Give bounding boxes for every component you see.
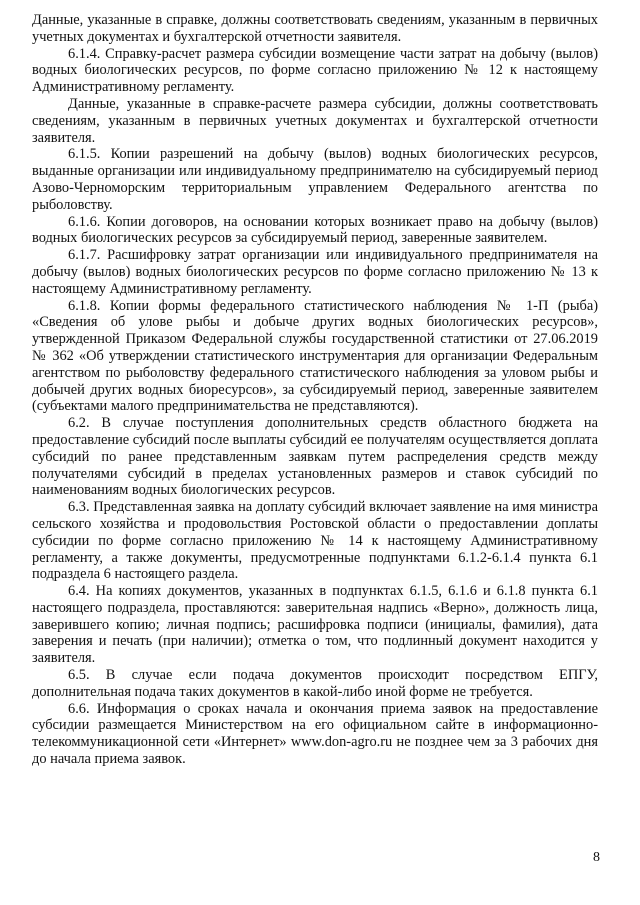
paragraph-6-1-5: 6.1.5. Копии разрешений на добычу (вылов) водных биологических ресурсов, выданные организации или индивидуальному предпринимателю на субсидируемый период Азово-Черноморским территориальным управлением Федерального агентства по рыболовству.: [32, 146, 598, 213]
paragraph-6-1-7: 6.1.7. Расшифровку затрат организации или индивидуального предпринимателя на добычу (вылов) водных биологических ресурсов по форме согласно приложению № 13 к настоящему Административному регламенту.: [32, 247, 598, 297]
paragraph-6-2: 6.2. В случае поступления дополнительных средств областного бюджета на предоставление субсидий после выплаты субсидий ее получателям осуществляется доплата субсидий по ранее представленным заявкам путем распределения средств между получателями субсидий в пределах установленных размеров и ставок субсидий по наименованиям водных биологических ресурсов.: [32, 415, 598, 499]
paragraph-6-1-8: 6.1.8. Копии формы федерального статистического наблюдения № 1-П (рыба) «Сведения об улове рыбы и добыче других водных биологических ресурсов», утвержденной Приказом Федеральной службы государственной статистики от 27.06.2019 № 362 «Об утверждении статистического инструментария для организации Федеральным агентством по рыболовству федерального статистического наблюдения за уловом рыбы и добычей других водных биоресурсов», за субсидируемый период, заверенные заявителем (субъектами малого предпринимательства не представляются).: [32, 297, 598, 415]
paragraph-data-correspondence-1: Данные, указанные в справке, должны соответствовать сведениям, указанным в первичных учетных документах и бухгалтерской отчетности заявителя.: [32, 12, 598, 45]
page-number: 8: [593, 850, 600, 865]
paragraph-6-1-4: 6.1.4. Справку-расчет размера субсидии возмещение части затрат на добычу (вылов) водных биологических ресурсов, по форме согласно приложению № 12 к настоящему Административному регламенту.: [32, 45, 598, 96]
paragraph-6-3: 6.3. Представленная заявка на доплату субсидий включает заявление на имя министра сельского хозяйства и продовольствия Ростовской области о предоставлении доплаты субсидии по форме согласно приложению № 14 к настоящему Административному регламенту, а также документы, предусмотренные подпунктами 6.1.2-6.1.4 пункта 6.1 подраздела 6 настоящего раздела.: [32, 499, 598, 583]
paragraph-6-6: 6.6. Информация о сроках начала и окончания приема заявок на предоставление субсидии размещается Министерством на его официальном сайте в информационно-телекоммуникационной сети «Интернет» www.don-agro.ru не позднее чем за 3 рабочих дня до начала приема заявок.: [32, 700, 598, 768]
paragraph-6-1-6: 6.1.6. Копии договоров, на основании которых возникает право на добычу (вылов) водных биологических ресурсов за субсидируемый период, заверенные заявителем.: [32, 213, 598, 247]
paragraph-6-4: 6.4. На копиях документов, указанных в подпунктах 6.1.5, 6.1.6 и 6.1.8 пункта 6.1 настоящего подраздела, проставляются: заверительная надпись «Верно», должность лица, заверившего копию; личная подпись; расшифровка подписи (инициалы, фамилия), дата заверения и печать (при наличии); отметка о том, что подлинный документ находится у заявителя.: [32, 583, 598, 667]
document-body: [32, 12, 598, 768]
paragraph-6-5: 6.5. В случае если подача документов происходит посредством ЕПГУ, дополнительная подача таких документов в какой-либо иной форме не требуется.: [32, 667, 598, 700]
paragraph-data-correspondence-2: Данные, указанные в справке-расчете размера субсидии, должны соответствовать сведениям, указанным в первичных учетных документах и бухгалтерской отчетности заявителя.: [32, 95, 598, 146]
